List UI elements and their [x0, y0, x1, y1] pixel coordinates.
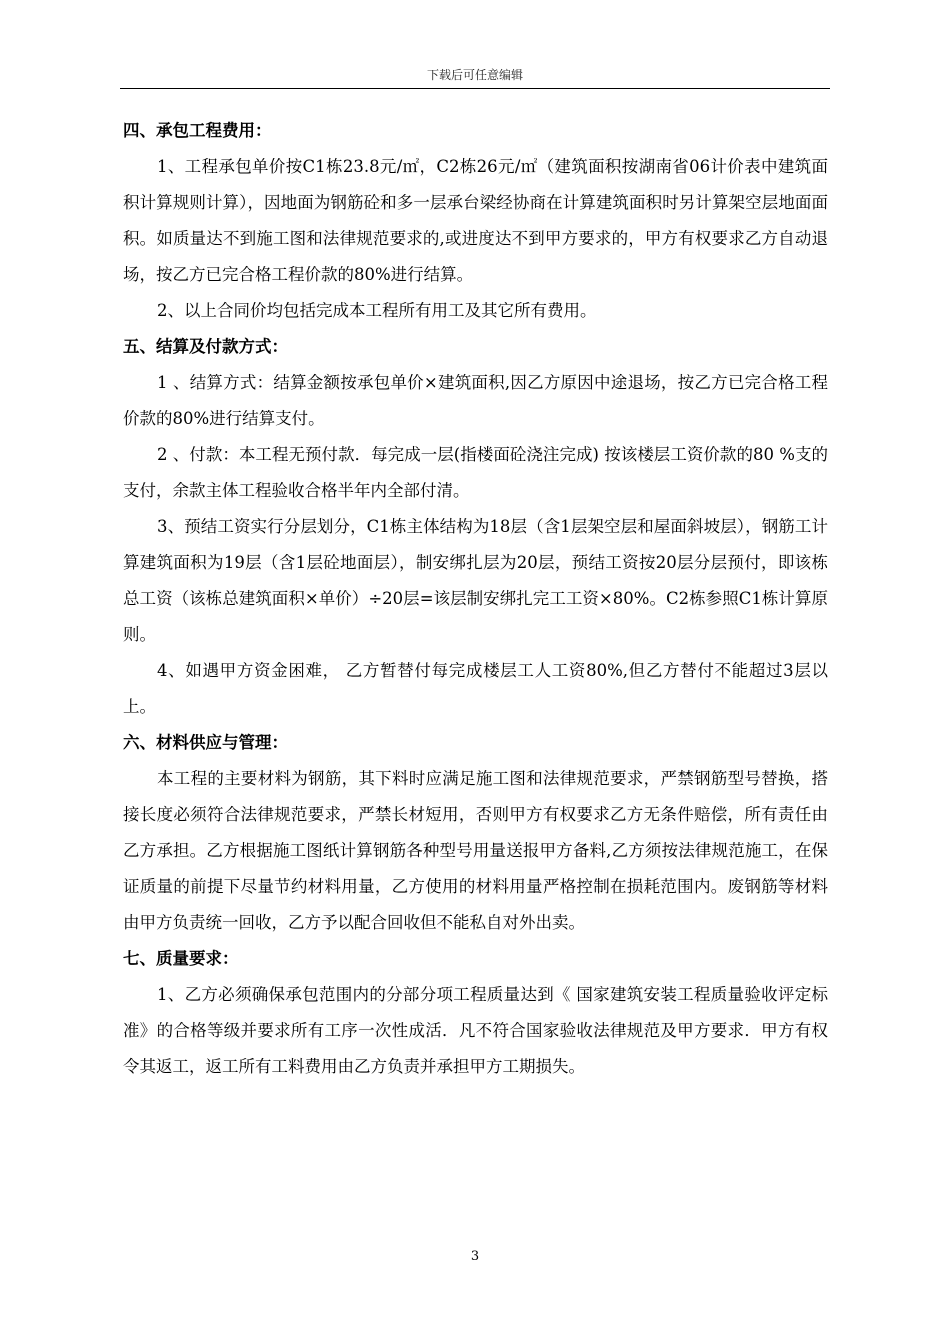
section-5-paragraph-2: 2 、付款：本工程无预付款．每完成一层(指楼面砼浇注完成) 按该楼层工资价款的80 %支的支付，余款主体工程验收合格半年内全部付清。	[123, 445, 828, 500]
section-6-paragraph-1: 本工程的主要材料为钢筋，其下料时应满足施工图和法律规范要求，严禁钢筋型号替换，搭接长度必须符合法律规范要求，严禁长材短用，否则甲方有权要求乙方无条件赔偿，所有责任由乙方承担。乙方根据施工图纸计算钢筋各种型号用量送报甲方备料,乙方须按法律规范施工，在保证质量的前提下尽量节约材料用量，乙方使用的材料用量严格控制在损耗范围内。废钢筋等材料由甲方负责统一回收，乙方予以配合回收但不能私自对外出卖。	[123, 769, 828, 932]
section-4-paragraph-1: 1、工程承包单价按C1栋23.8元/㎡，C2栋26元/㎡（建筑面积按湖南省06计价表中建筑面积计算规则计算），因地面为钢筋砼和多一层承台梁经协商在计算建筑面积时另计算架空层地面面积。如质量达不到施工图和法律规范要求的,或进度达不到甲方要求的，甲方有权要求乙方自动退场，按乙方已完合格工程价款的80%进行结算。	[123, 157, 828, 284]
section-4-paragraph-2: 2、以上合同价均包括完成本工程所有用工及其它所有费用。	[157, 301, 597, 320]
section-heading-6: 六、材料供应与管理：	[123, 733, 288, 752]
section-5-paragraph-4: 4、如遇甲方资金困难， 乙方暂替付每完成楼层工人工资80%,但乙方替付不能超过3层以上。	[123, 661, 828, 716]
section-heading-5: 五、结算及付款方式：	[123, 337, 288, 356]
section-5-paragraph-3: 3、预结工资实行分层划分，C1栋主体结构为18层（含1层架空层和屋面斜坡层），钢筋工计算建筑面积为19层（含1层砼地面层），制安绑扎层为20层，预结工资按20层分层预付，即该栋总工资（该栋总建筑面积×单价）÷20层=该层制安绑扎完工工资×80%。C2栋参照C1栋计算原则。	[123, 517, 828, 644]
section-7-paragraph-1: 1、乙方必须确保承包范围内的分部分项工程质量达到《 国家建筑安装工程质量验收评定标准》的合格等级并要求所有工序一次性成活．凡不符合国家验收法律规范及甲方要求．甲方有权令其返工，返工所有工料费用由乙方负责并承担甲方工期损失。	[123, 985, 828, 1076]
header-note: 下载后可任意编辑	[426, 68, 523, 82]
header-rule	[120, 88, 830, 89]
section-heading-4: 四、承包工程费用：	[123, 121, 272, 140]
document-body	[123, 113, 828, 1085]
page-number: 3	[470, 1249, 480, 1264]
section-5-paragraph-1: 1 、结算方式：结算金额按承包单价×建筑面积,因乙方原因中途退场，按乙方已完合格工程价款的80%进行结算支付。	[123, 373, 828, 428]
section-heading-7: 七、质量要求：	[123, 949, 239, 968]
